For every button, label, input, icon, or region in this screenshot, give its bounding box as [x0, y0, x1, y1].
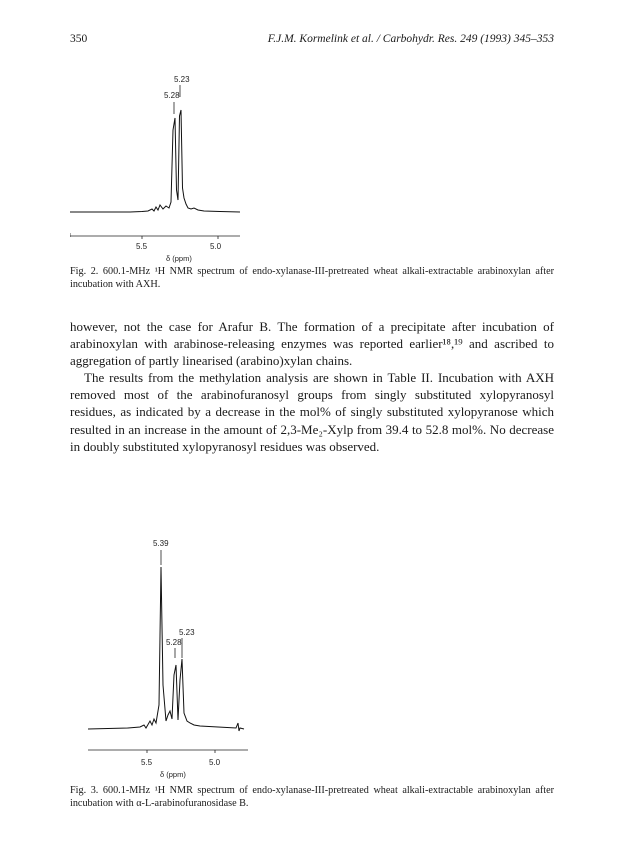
fig2-spectrum-trace	[70, 110, 240, 212]
fig3-tick-label-55: 5.5	[141, 758, 153, 767]
fig2-axis-title: δ (ppm)	[166, 254, 192, 263]
fig3-peak-label-539: 5.39	[153, 539, 169, 548]
fig3-peak-label-528: 5.28	[166, 638, 182, 647]
fig3-tick-label-50: 5.0	[209, 758, 221, 767]
body-paragraph-1: however, not the case for Arafur B. The formation of a precipitate after incubation of arabinoxylan with arabinose-releasing enzymes was reported earlier¹⁸,¹⁹ and ascribed to aggregation of partly linearised (arabino)xylan chains.	[70, 319, 554, 369]
body-paragraph-2: The results from the methylation analysis are shown in Table II. Incubation with AXH removed most of the arabinofuranosyl groups from singly substituted xylopyranosyl residues, as indicated by a decrease in the mol% of singly substituted xylopyranose which resulted in an increase in the amount of 2,3-Me₂-Xylp from 39.4 to 52.8 mol%. No decrease in doubly substituted xylopyranosyl residues was observed.	[70, 370, 554, 454]
fig3-peak-label-523: 5.23	[179, 628, 195, 637]
fig2-tick-label-50: 5.0	[210, 242, 222, 251]
fig3-caption: Fig. 3. 600.1-MHz ¹H NMR spectrum of endo-xylanase-III-pretreated wheat alkali-extractable arabinoxylan after incubation with α-L-arabinofuranosidase B.	[70, 785, 554, 809]
fig2-peak-label-528: 5.28	[164, 91, 180, 100]
fig2-tick-label-55: 5.5	[136, 242, 148, 251]
fig2-caption: Fig. 2. 600.1-MHz ¹H NMR spectrum of endo-xylanase-III-pretreated wheat alkali-extractable arabinoxylan after incubation with AXH.	[70, 266, 554, 290]
page-number: 350	[70, 33, 88, 45]
fig2-spectrum	[70, 70, 260, 270]
body-text	[70, 318, 554, 455]
journal-reference: F.J.M. Kormelink et al. / Carbohydr. Res. 249 (1993) 345–353	[267, 33, 554, 45]
running-header	[70, 33, 554, 49]
fig3-spectrum	[88, 535, 268, 780]
fig3-spectrum-trace	[88, 567, 244, 731]
fig2-peak-label-523: 5.23	[174, 75, 190, 84]
fig3-axis-title: δ (ppm)	[160, 770, 186, 779]
